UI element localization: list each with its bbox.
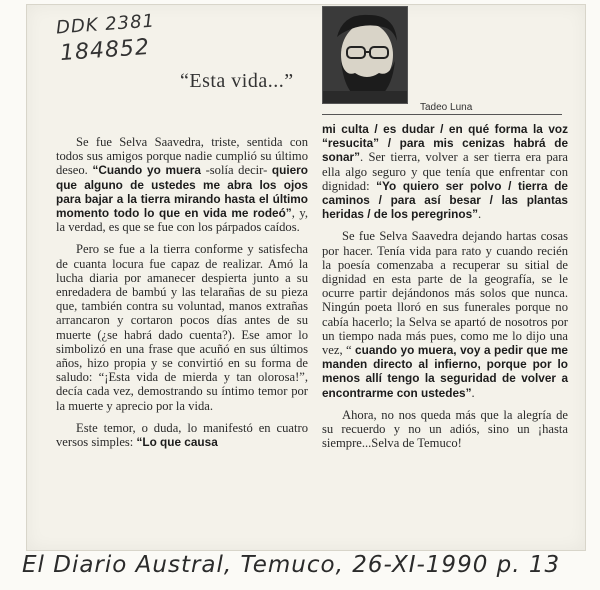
handwritten-catalog-number: 184852	[59, 34, 151, 67]
paragraph-3: Este temor, o duda, lo manifestó en cuatro versos simples: “Lo que causa	[56, 420, 308, 450]
handwritten-catalog-code: DDK 2381	[55, 10, 156, 39]
paragraph-5: Se fue Selva Saavedra dejando hartas cosas por hacer. Tenía vida para rato y cuando recién la poesía comenzaba a recuperar su sitial de dignidad en esta parte de la geografía, se le ocurre partir dejándonos más solos que nunca. Ningún poeta lloró en sus funerales porque no cabía hacerlo; la Selva se apartó de nosotros por un tiempo nada más pues, como me lo dijo una vez, “ cuando yo muera, voy a pedir que me manden directo al infierno, porque por lo menos allí tengo la seguridad de volver a encontrarme con ustedes”.	[322, 229, 568, 400]
handwritten-source-citation: El Diario Austral, Temuco, 26-XI-1990 p. 13	[22, 552, 561, 578]
paragraph-4: mi culta / es dudar / en qué forma la voz “resucita” / para mis cenizas habrá de sonar”. Ser tierra, volver a ser tierra era para ella algo seguro y que tenía que enfrentar con dignidad: “Yo quiero ser polvo / tierra de caminos / para así besar / las plantas heridas / de los peregrinos”.	[322, 122, 568, 222]
author-byline: Tadeo Luna	[420, 102, 473, 113]
paragraph-1: Se fue Selva Saavedra, triste, sentida con todos sus amigos porque nadie cumplió su último deseo. “Cuando yo muera -solía decir- quiero que alguno de ustedes me abra los ojos para bajar a la tierra mirando hasta el último momento todo lo que en vida me rodeó”, y, la verdad, es que se fue con los párpados caídos.	[56, 135, 308, 235]
author-portrait-image	[323, 7, 407, 103]
article-headline: “Esta vida...”	[180, 70, 294, 92]
article-column-2	[322, 122, 568, 458]
article-column-1	[56, 135, 308, 457]
paragraph-2: Pero se fue a la tierra conforme y satisfecha de cuanta locura fue capaz de realizar. Amó la lucha diaria por amanecer despierta junto a su enredadera de bambú y las telarañas de su pieza que, también contra su voluntad, manos extrañas arrancaron y cortaron pocos días antes de su muerte (¿se habrá dado cuenta?). Ese amor lo simbolizó en una frase que acuñó en sus últimos años, hizo propia y se convirtió en su forma de saludo: “¡Esta vida de mierda y tan olorosa!”, decía cada vez, demostrando su íntimo temor por la muerte y aprecio por la vida.	[56, 242, 308, 413]
divider	[322, 114, 562, 115]
author-photo	[322, 6, 408, 104]
paragraph-6: Ahora, no nos queda más que la alegría de su recuerdo y no un adiós, sino un ¡hasta siempre...Selva de Temuco!	[322, 407, 568, 451]
